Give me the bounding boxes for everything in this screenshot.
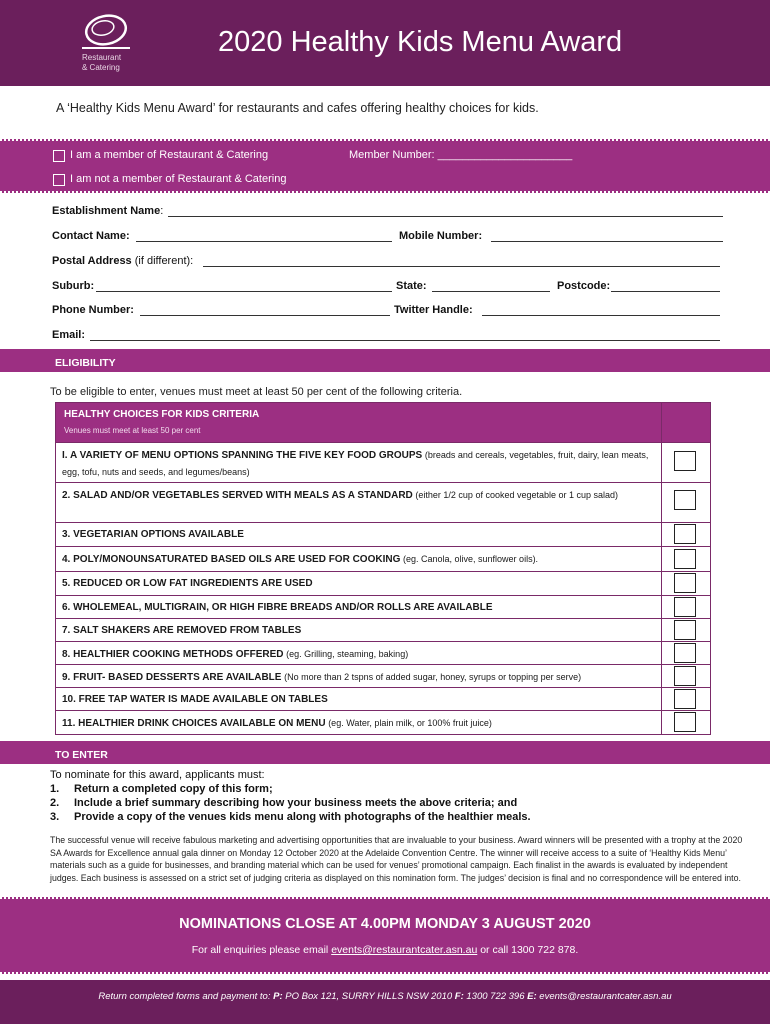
non-member-checkbox[interactable] xyxy=(53,174,65,186)
to-enter-intro: To nominate for this award, applicants must: xyxy=(50,769,265,781)
email-field[interactable] xyxy=(90,340,720,341)
criteria-row: 11. HEALTHIER DRINK CHOICES AVAILABLE ON MENU (eg. Water, plain milk, or 100% fruit juice) xyxy=(56,710,710,734)
member-number-label: Member Number: ______________________ xyxy=(349,149,573,161)
criteria-checkbox[interactable] xyxy=(674,451,696,471)
establishment-field[interactable] xyxy=(168,216,723,217)
criteria-row: 3. VEGETARIAN OPTIONS AVAILABLE xyxy=(56,522,710,546)
mobile-label: Mobile Number: xyxy=(399,230,483,242)
intro-text: A ‘Healthy Kids Menu Award’ for restaurants and cafes offering healthy choices for kids. xyxy=(56,101,539,115)
criteria-checkbox[interactable] xyxy=(674,666,696,686)
twitter-label: Twitter Handle: xyxy=(394,304,473,316)
criteria-row: 6. WHOLEMEAL, MULTIGRAIN, OR HIGH FIBRE BREADS AND/OR ROLLS ARE AVAILABLE xyxy=(56,595,710,618)
criteria-row: 5. REDUCED OR LOW FAT INGREDIENTS ARE USED xyxy=(56,571,710,595)
email-label: Email: xyxy=(52,329,86,341)
criteria-row: I. A VARIETY OF MENU OPTIONS SPANNING THE FIVE KEY FOOD GROUPS (breads and cereals, vegetables, fruit, dairy, lean meats, egg, tofu, nuts and seeds, and legumes/beans) xyxy=(56,442,710,482)
criteria-subtitle: Venues must meet at least 50 per cent xyxy=(64,426,201,435)
criteria-checkbox[interactable] xyxy=(674,712,696,732)
criteria-row: 8. HEALTHIER COOKING METHODS OFFERED (eg. Grilling, steaming, baking) xyxy=(56,641,710,664)
mobile-field[interactable] xyxy=(491,241,723,242)
suburb-field[interactable] xyxy=(96,291,392,292)
criteria-row: 9. FRUIT- BASED DESSERTS ARE AVAILABLE (No more than 2 tspns of added sugar, honey, syrups or topping per serve) xyxy=(56,664,710,687)
criteria-checkbox[interactable] xyxy=(674,524,696,544)
contact-label: Contact Name: xyxy=(52,230,130,242)
criteria-checkbox[interactable] xyxy=(674,490,696,510)
postcode-label: Postcode: xyxy=(557,280,611,292)
to-enter-list xyxy=(50,768,531,824)
contact-field[interactable] xyxy=(136,241,392,242)
page-title: 2020 Healthy Kids Menu Award xyxy=(218,26,623,58)
enquiry-email-link[interactable]: events@restaurantcater.asn.au xyxy=(331,944,478,956)
enquiry-text: For all enquiries please email events@restaurantcater.asn.au or call 1300 722 878. xyxy=(191,944,579,956)
state-label: State: xyxy=(396,280,427,292)
non-member-label: I am not a member of Restaurant & Catering xyxy=(70,173,287,185)
award-description: The successful venue will receive fabulous marketing and advertising opportunities that are invaluable to your business. Award winners will be presented with a trophy at the 2020 SA Awards for Excellence annual gala dinner on Monday 12 October 2020 at the Adelaide Convention Centre. The winner will receive access to a suite of ‘Healthy Kids Menu’ materials such as a guide for businesses, and branding material which can be used for venues’ promotional campaign. Each finalist in the awards is evaluated by independent judges. Each business is assessed on a strict set of judging criteria as displayed on this nomination form. The judges’ decision is final and no correspondence will be entered into. xyxy=(50,835,743,883)
criteria-checkbox[interactable] xyxy=(674,643,696,663)
criteria-row: 10. FREE TAP WATER IS MADE AVAILABLE ON TABLES xyxy=(56,687,710,710)
twitter-field[interactable] xyxy=(482,315,720,316)
criteria-table xyxy=(55,402,711,735)
footer-email[interactable]: events@restaurantcater.asn.au xyxy=(539,991,672,1002)
eligibility-band: ELIGIBILITY xyxy=(0,349,770,372)
criteria-checkbox[interactable] xyxy=(674,597,696,617)
header-banner xyxy=(0,0,770,86)
eligibility-note: To be eligible to enter, venues must meet at least 50 per cent of the following criteria. xyxy=(50,386,463,398)
phone-field[interactable] xyxy=(140,315,390,316)
membership-section xyxy=(0,139,770,193)
member-label: I am a member of Restaurant & Catering xyxy=(70,149,269,161)
footer: Return completed forms and payment to: P: PO Box 121, SURRY HILLS NSW 2010 F: 1300 722 396 E: events@restaurantcater.asn.au xyxy=(0,980,770,1024)
criteria-checkbox[interactable] xyxy=(674,689,696,709)
phone-label: Phone Number: xyxy=(52,304,134,316)
suburb-label: Suburb: xyxy=(52,280,95,292)
criteria-checkbox[interactable] xyxy=(674,620,696,640)
to-enter-band: TO ENTER xyxy=(0,741,770,764)
list-item: 3. Provide a copy of the venues kids menu along with photographs of the healthier meals. xyxy=(50,811,531,823)
member-checkbox[interactable] xyxy=(53,150,65,162)
criteria-checkbox[interactable] xyxy=(674,549,696,569)
closing-banner xyxy=(0,897,770,974)
criteria-checkbox[interactable] xyxy=(674,573,696,593)
criteria-table-header xyxy=(56,403,710,442)
criteria-row: 4. POLY/MONOUNSATURATED BASED OILS ARE USED FOR COOKING (eg. Canola, olive, sunflower oils). xyxy=(56,546,710,571)
logo-text: Restaurant & Catering xyxy=(82,53,122,72)
criteria-row: 2. SALAD AND/OR VEGETABLES SERVED WITH MEALS AS A STANDARD (either 1/2 cup of cooked vegetable or 1 cup salad) xyxy=(56,482,710,522)
postcode-field[interactable] xyxy=(611,291,720,292)
state-field[interactable] xyxy=(432,291,550,292)
criteria-row: 7. SALT SHAKERS ARE REMOVED FROM TABLES xyxy=(56,618,710,641)
criteria-title: HEALTHY CHOICES FOR KIDS CRITERIA xyxy=(64,409,260,420)
postal-label: Postal Address (if different): xyxy=(52,255,194,267)
postal-field[interactable] xyxy=(203,266,720,267)
list-item: 1. Return a completed copy of this form; xyxy=(50,783,273,795)
closing-title: NOMINATIONS CLOSE AT 4.00PM MONDAY 3 AUGUST 2020 xyxy=(179,916,591,932)
establishment-label: Establishment Name: xyxy=(52,205,164,217)
list-item: 2. Include a brief summary describing how your business meets the above criteria; and xyxy=(50,797,518,809)
